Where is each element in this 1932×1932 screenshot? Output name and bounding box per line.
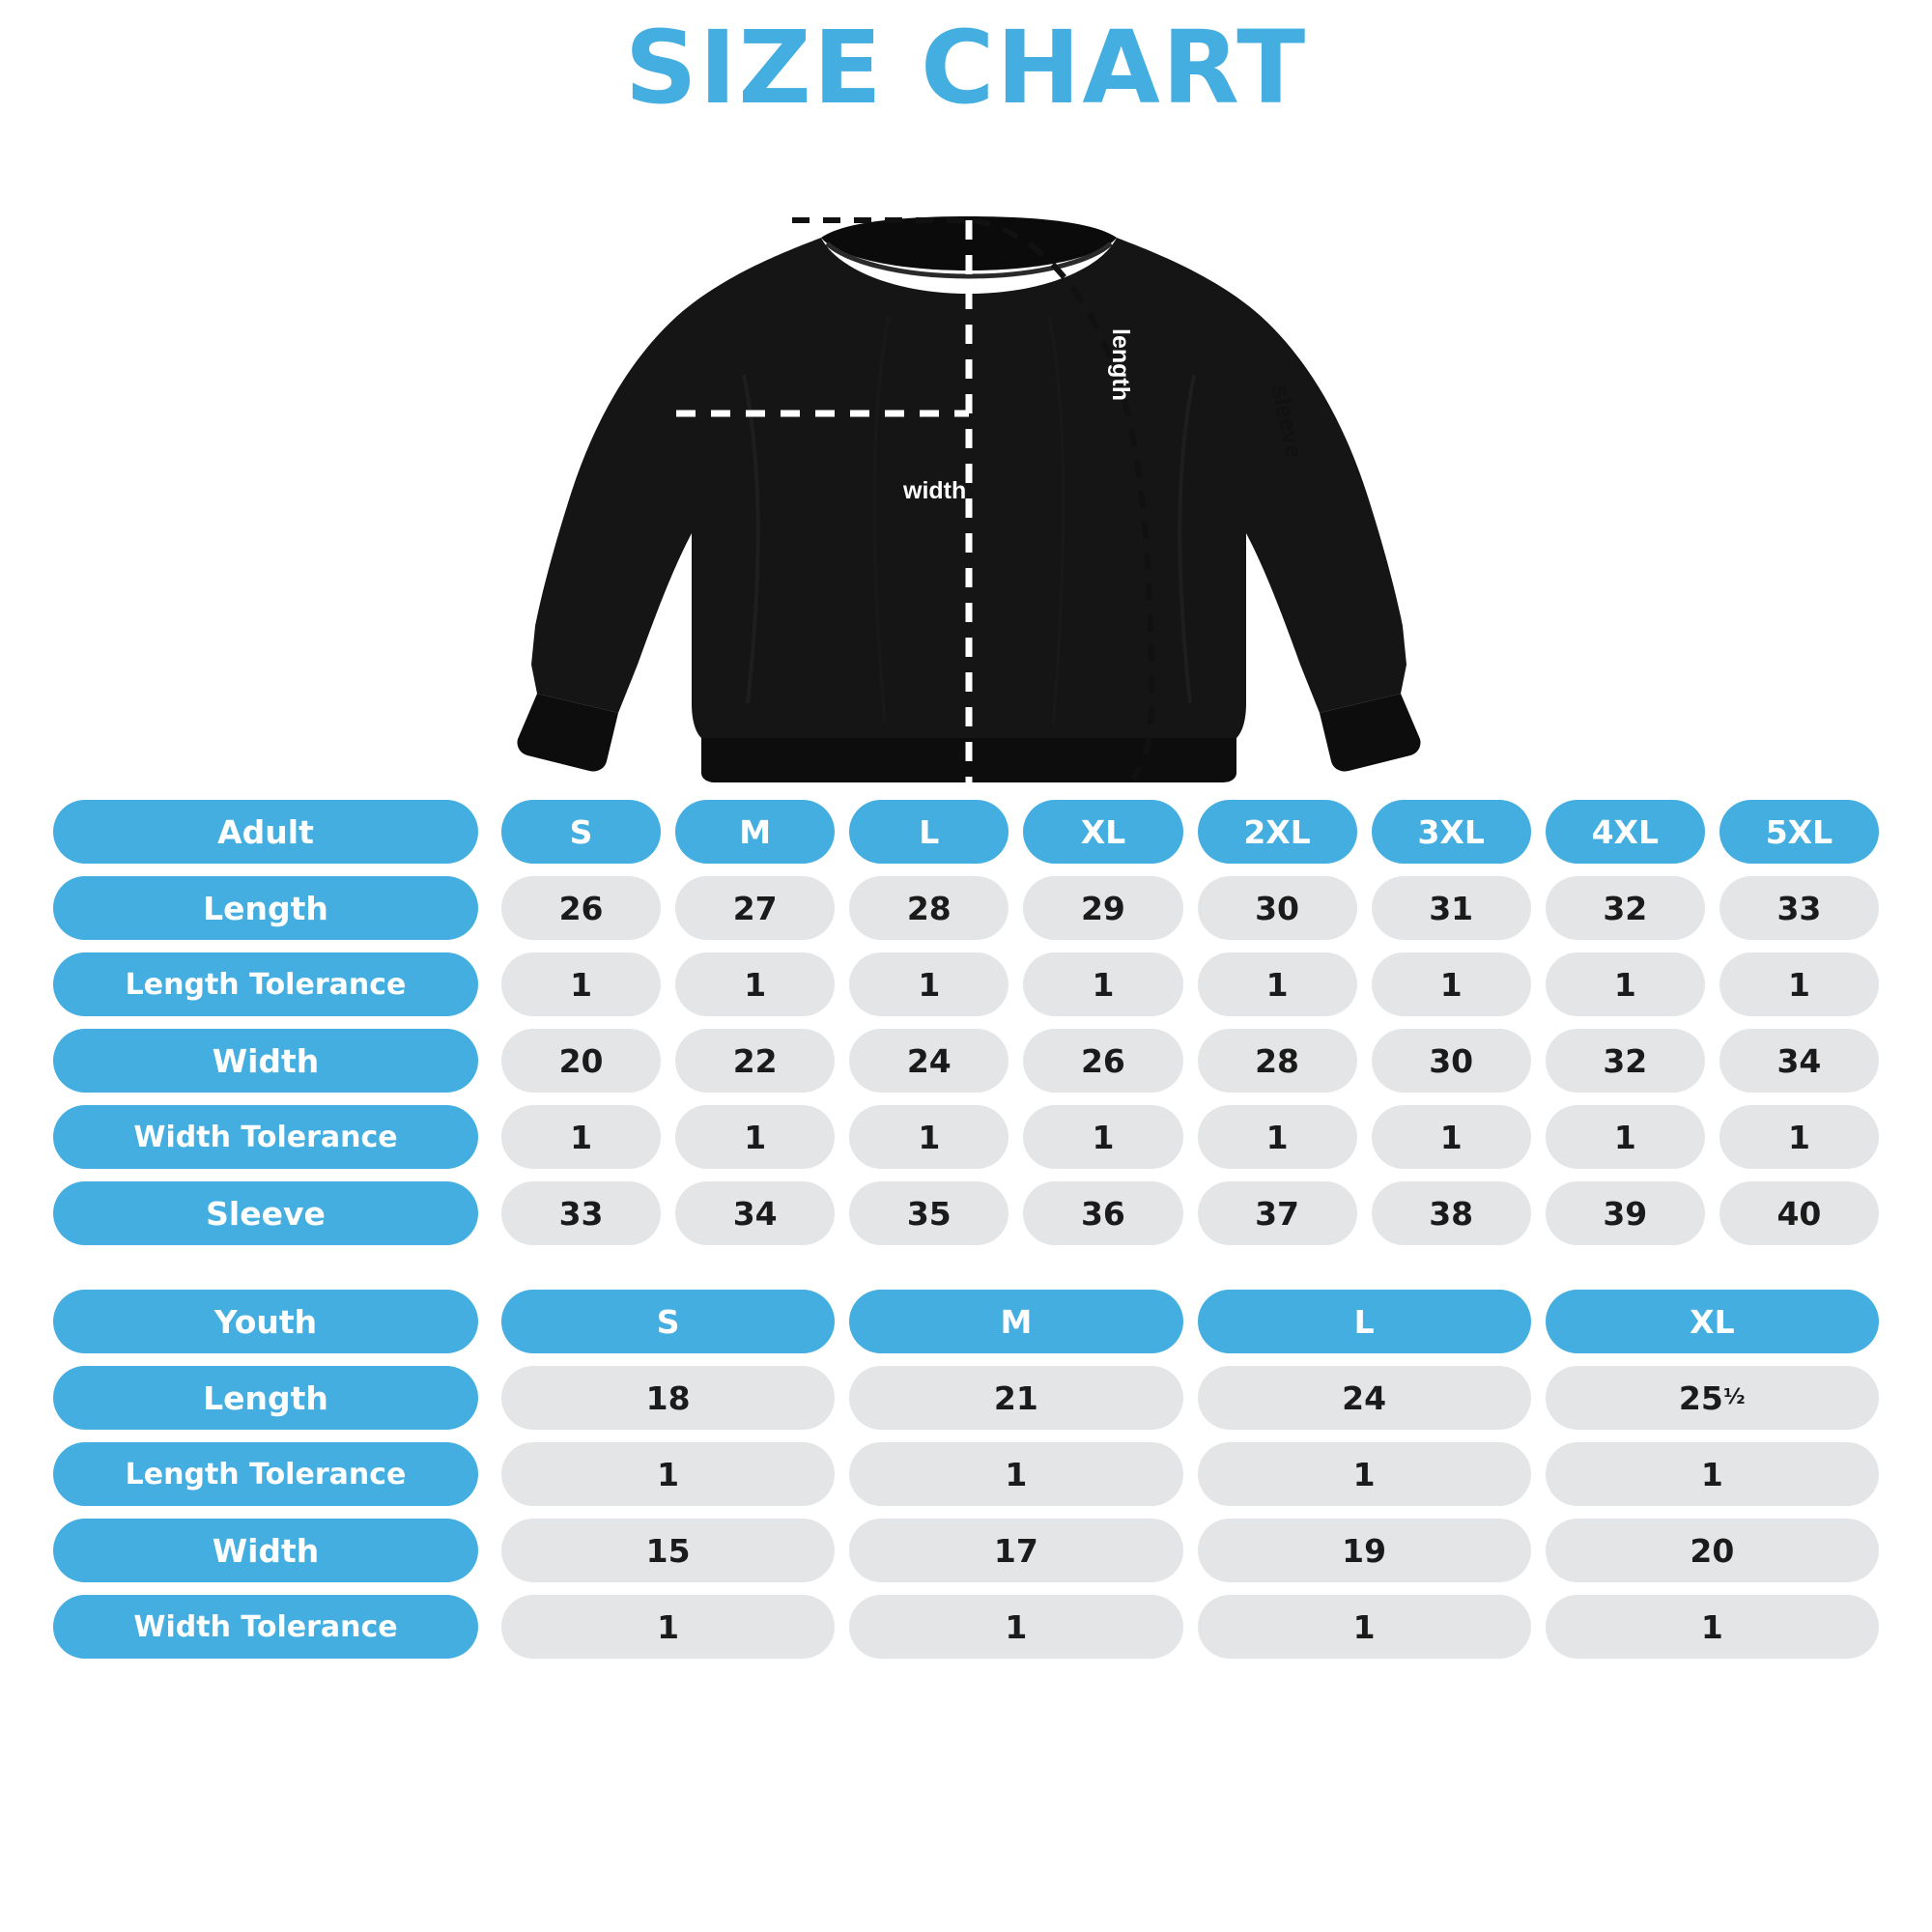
adult-row-label-width: Width (53, 1029, 478, 1093)
youth-row-label-length-tolerance: Length Tolerance (53, 1442, 478, 1506)
youth-size-col-l: L (1198, 1290, 1531, 1353)
table-cell: 1 (675, 952, 835, 1016)
table-cell: 1 (849, 1442, 1182, 1506)
table-cell: 31 (1372, 876, 1531, 940)
youth-size-col-m: M (849, 1290, 1182, 1353)
garment-illustration (53, 124, 1879, 800)
adult-size-col-4xl: 4XL (1546, 800, 1705, 864)
table-cell: 1 (849, 1105, 1009, 1169)
table-cell: 1 (849, 952, 1009, 1016)
table-cell: 39 (1546, 1181, 1705, 1245)
adult-row-label-length: Length (53, 876, 478, 940)
table-cell: 1 (501, 1105, 661, 1169)
youth-size-col-s: S (501, 1290, 835, 1353)
table-cell: 34 (675, 1181, 835, 1245)
table-cell: 1 (1546, 952, 1705, 1016)
table-cell: 15 (501, 1519, 835, 1582)
table-cell: 30 (1198, 876, 1357, 940)
table-cell: 30 (1372, 1029, 1531, 1093)
page-title: SIZE CHART (624, 9, 1308, 127)
table-cell: 32 (1546, 1029, 1705, 1093)
adult-row-length (53, 876, 1879, 940)
adult-size-col-5xl: 5XL (1719, 800, 1879, 864)
youth-row-label-width-tolerance: Width Tolerance (53, 1595, 478, 1659)
adult-size-col-xl: XL (1023, 800, 1182, 864)
table-cell: 1 (1023, 952, 1182, 1016)
youth-header-row (53, 1290, 1879, 1353)
table-cell: 40 (1719, 1181, 1879, 1245)
table-cell: 1 (501, 952, 661, 1016)
table-cell: 1 (1372, 952, 1531, 1016)
table-cell: 1 (1719, 952, 1879, 1016)
length-label: length (1107, 328, 1134, 401)
table-cell-fraction (1546, 1366, 1879, 1430)
youth-row-length-tolerance (53, 1442, 1879, 1506)
table-cell: 1 (1546, 1105, 1705, 1169)
table-cell: 32 (1546, 876, 1705, 940)
table-cell: 1 (1719, 1105, 1879, 1169)
table-cell: 28 (1198, 1029, 1357, 1093)
youth-row-width (53, 1519, 1879, 1582)
adult-row-label-length-tolerance: Length Tolerance (53, 952, 478, 1016)
table-cell: 33 (1719, 876, 1879, 940)
table-cell: 33 (501, 1181, 661, 1245)
table-cell: 26 (1023, 1029, 1182, 1093)
sleeve-label: sleeve (1265, 382, 1308, 461)
table-cell: 1 (1546, 1442, 1879, 1506)
table-cell: 34 (1719, 1029, 1879, 1093)
table-cell: 1 (1546, 1595, 1879, 1659)
table-cell: 18 (501, 1366, 835, 1430)
youth-row-label-width: Width (53, 1519, 478, 1582)
table-cell: 1 (1198, 952, 1357, 1016)
table-cell: 20 (1546, 1519, 1879, 1582)
table-cell: 1 (675, 1105, 835, 1169)
table-cell: 17 (849, 1519, 1182, 1582)
table-cell: 1 (1198, 1105, 1357, 1169)
table-cell: 37 (1198, 1181, 1357, 1245)
adult-size-col-l: L (849, 800, 1009, 864)
table-cell: 1 (849, 1595, 1182, 1659)
adult-row-sleeve (53, 1181, 1879, 1245)
adult-row-length-tolerance (53, 952, 1879, 1016)
table-cell: 1 (1198, 1442, 1531, 1506)
youth-xl-length-value: 25 (1678, 1378, 1723, 1417)
table-cell: 36 (1023, 1181, 1182, 1245)
table-cell: 1 (501, 1442, 835, 1506)
youth-row-length (53, 1366, 1879, 1430)
adult-size-table (53, 800, 1879, 1245)
youth-size-col-xl: XL (1546, 1290, 1879, 1353)
adult-header-label: Adult (53, 800, 478, 864)
youth-row-width-tolerance (53, 1595, 1879, 1659)
adult-row-label-sleeve: Sleeve (53, 1181, 478, 1245)
table-cell: 19 (1198, 1519, 1531, 1582)
table-cell: 26 (501, 876, 661, 940)
table-cell: 1 (1372, 1105, 1531, 1169)
table-cell: 1 (1198, 1595, 1531, 1659)
youth-row-label-length: Length (53, 1366, 478, 1430)
table-cell: 27 (675, 876, 835, 940)
table-cell: 21 (849, 1366, 1182, 1430)
table-cell: 1 (501, 1595, 835, 1659)
table-cell: 38 (1372, 1181, 1531, 1245)
adult-row-label-width-tolerance: Width Tolerance (53, 1105, 478, 1169)
table-cell: 1 (1023, 1105, 1182, 1169)
adult-size-col-2xl: 2XL (1198, 800, 1357, 864)
table-cell: 29 (1023, 876, 1182, 940)
table-cell: 24 (849, 1029, 1009, 1093)
adult-header-row (53, 800, 1879, 864)
youth-size-table (53, 1290, 1879, 1659)
table-cell: 20 (501, 1029, 661, 1093)
adult-row-width (53, 1029, 1879, 1093)
youth-header-label: Youth (53, 1290, 478, 1353)
width-label: width (903, 477, 967, 504)
adult-size-col-s: S (501, 800, 661, 864)
table-cell: 35 (849, 1181, 1009, 1245)
youth-xl-length-fraction: ¹⁄₂ (1722, 1385, 1746, 1409)
table-cell: 28 (849, 876, 1009, 940)
adult-size-col-m: M (675, 800, 835, 864)
table-cell: 24 (1198, 1366, 1531, 1430)
table-cell: 22 (675, 1029, 835, 1093)
adult-row-width-tolerance (53, 1105, 1879, 1169)
adult-size-col-3xl: 3XL (1372, 800, 1531, 864)
